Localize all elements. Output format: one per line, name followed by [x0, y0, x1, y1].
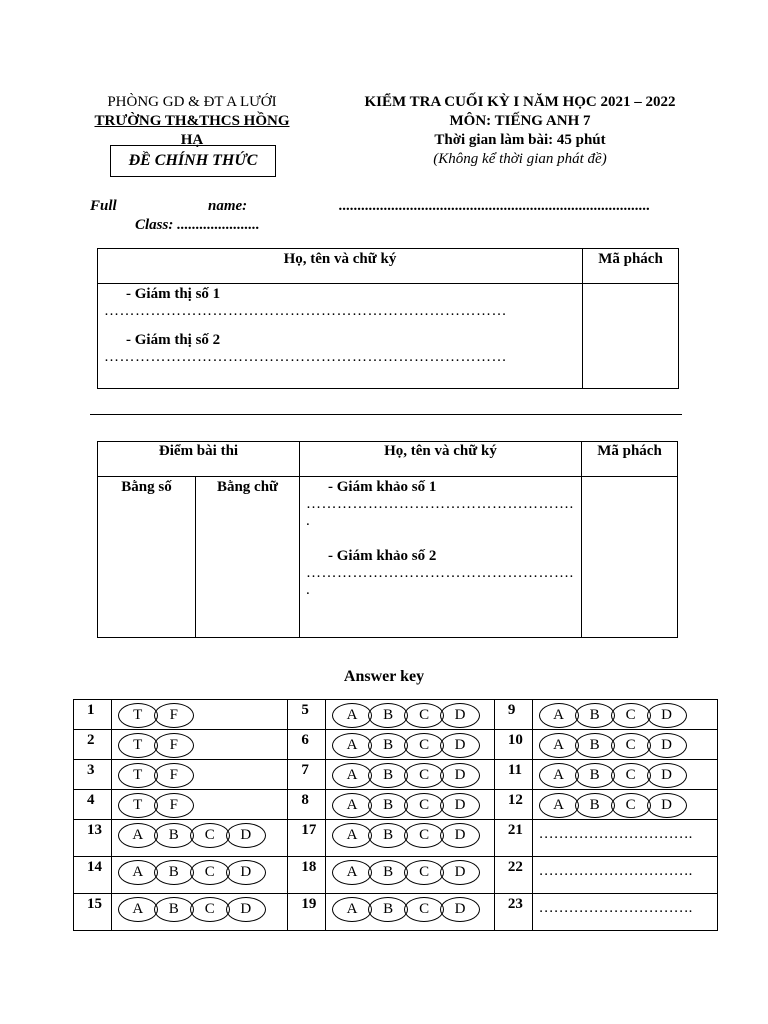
answer-bubble-d[interactable]: D	[647, 733, 687, 758]
answer-bubble-b[interactable]: B	[154, 897, 194, 922]
answer-options	[326, 760, 495, 790]
full-label: Full	[90, 198, 117, 214]
answer-fill-line[interactable]: ………………………….	[532, 894, 717, 931]
supervisor-2-label: - Giám thị số 2	[126, 332, 221, 348]
answer-bubble-t[interactable]: T	[118, 703, 158, 728]
score-header: Điểm bài thi	[98, 442, 300, 477]
answer-options	[111, 700, 288, 730]
answer-bubble-c[interactable]: C	[404, 703, 444, 728]
answer-bubble-d[interactable]: D	[226, 897, 266, 922]
answer-bubble-d[interactable]: D	[440, 897, 480, 922]
answer-row	[74, 700, 718, 730]
answer-bubble-a[interactable]: A	[539, 793, 579, 818]
answer-bubble-a[interactable]: A	[332, 823, 372, 848]
answer-bubble-a[interactable]: A	[118, 860, 158, 885]
answer-options	[326, 894, 495, 931]
answer-key-title: Answer key	[343, 668, 425, 685]
answer-bubble-b[interactable]: B	[368, 733, 408, 758]
question-number: 6	[288, 730, 326, 760]
answer-bubble-a[interactable]: A	[118, 897, 158, 922]
score-table	[97, 441, 678, 638]
answer-bubble-b[interactable]: B	[575, 703, 615, 728]
exam-subject: MÔN: TIẾNG ANH 7	[449, 113, 591, 129]
exam-title: KIỂM TRA CUỐI KỲ I NĂM HỌC 2021 – 2022	[364, 94, 676, 110]
answer-bubble-c[interactable]: C	[611, 733, 651, 758]
answer-options	[111, 857, 288, 894]
answer-bubble-f[interactable]: F	[154, 763, 194, 788]
answer-bubble-d[interactable]: D	[647, 703, 687, 728]
answer-row	[74, 820, 718, 857]
answer-bubble-b[interactable]: B	[575, 763, 615, 788]
supervisor-code-cell	[583, 284, 679, 389]
answer-fill-line[interactable]: ………………………….	[532, 820, 717, 857]
question-number: 13	[74, 820, 112, 857]
question-number: 19	[288, 894, 326, 931]
question-number: 18	[288, 857, 326, 894]
answer-bubble-d[interactable]: D	[226, 823, 266, 848]
exam-time: Thời gian làm bài: 45 phút	[434, 132, 606, 148]
answer-bubble-d[interactable]: D	[440, 823, 480, 848]
answer-bubble-b[interactable]: B	[368, 823, 408, 848]
answer-bubble-d[interactable]: D	[647, 763, 687, 788]
question-number: 17	[288, 820, 326, 857]
header-right	[330, 93, 710, 169]
answer-bubble-c[interactable]: C	[190, 823, 230, 848]
question-number: 21	[494, 820, 532, 857]
score-by-words: Bằng chữ	[196, 477, 300, 638]
official-exam-label: ĐỀ CHÍNH THỨC	[110, 145, 276, 177]
question-number: 15	[74, 894, 112, 931]
answer-bubble-t[interactable]: T	[118, 793, 158, 818]
answer-bubble-c[interactable]: C	[611, 763, 651, 788]
answer-bubble-d[interactable]: D	[440, 763, 480, 788]
examiner-2-label: - Giám khảo số 2	[328, 548, 437, 564]
answer-options	[326, 700, 495, 730]
question-number: 9	[494, 700, 532, 730]
answer-bubble-b[interactable]: B	[368, 793, 408, 818]
answer-bubble-f[interactable]: F	[154, 703, 194, 728]
answer-bubble-c[interactable]: C	[611, 703, 651, 728]
supervisor-signatures	[98, 284, 583, 389]
answer-bubble-a[interactable]: A	[332, 733, 372, 758]
answer-options	[326, 857, 495, 894]
answer-bubble-a[interactable]: A	[332, 793, 372, 818]
answer-bubble-d[interactable]: D	[440, 860, 480, 885]
answer-bubble-b[interactable]: B	[154, 823, 194, 848]
answer-bubble-a[interactable]: A	[539, 763, 579, 788]
examiner-2-line-end: .	[306, 582, 310, 598]
class-field[interactable]: Class: ......................	[135, 217, 260, 233]
examiner-1-line-end: .	[306, 513, 310, 529]
answer-bubble-c[interactable]: C	[404, 823, 444, 848]
answer-bubble-b[interactable]: B	[154, 860, 194, 885]
question-number: 7	[288, 760, 326, 790]
question-number: 23	[494, 894, 532, 931]
answer-options	[532, 700, 717, 730]
supervisor-name-header: Họ, tên và chữ ký	[98, 249, 583, 284]
question-number: 4	[74, 790, 112, 820]
answer-bubble-a[interactable]: A	[332, 897, 372, 922]
answer-options	[326, 820, 495, 857]
answer-bubble-f[interactable]: F	[154, 733, 194, 758]
answer-bubble-a[interactable]: A	[332, 860, 372, 885]
answer-row	[74, 790, 718, 820]
answer-bubble-a[interactable]: A	[332, 703, 372, 728]
answer-options	[532, 790, 717, 820]
answer-bubble-c[interactable]: C	[404, 733, 444, 758]
examiner-1-line[interactable]: …………………………………………….	[306, 496, 574, 512]
answer-options	[532, 760, 717, 790]
student-name-row	[90, 198, 680, 218]
question-number: 22	[494, 857, 532, 894]
supervisor-1-line[interactable]: ……………………………………………………………………	[104, 303, 507, 319]
examiner-code-cell	[582, 477, 678, 638]
question-number: 8	[288, 790, 326, 820]
supervisor-1-label: - Giám thị số 1	[126, 286, 221, 302]
answer-bubble-a[interactable]: A	[539, 703, 579, 728]
answer-options	[532, 730, 717, 760]
examiner-name-header: Họ, tên và chữ ký	[300, 442, 582, 477]
question-number: 12	[494, 790, 532, 820]
examiner-signatures	[300, 477, 582, 638]
answer-bubble-b[interactable]: B	[368, 897, 408, 922]
answer-options	[111, 790, 288, 820]
answer-bubble-d[interactable]: D	[440, 703, 480, 728]
school-name: TRƯỜNG TH&THCS HỒNG HẠ	[94, 113, 290, 148]
question-number: 10	[494, 730, 532, 760]
answer-bubble-d[interactable]: D	[440, 733, 480, 758]
answer-bubble-d[interactable]: D	[440, 793, 480, 818]
answer-bubble-a[interactable]: A	[332, 763, 372, 788]
examiner-code-header: Mã phách	[582, 442, 678, 477]
answer-options	[326, 790, 495, 820]
answer-bubble-f[interactable]: F	[154, 793, 194, 818]
name-field[interactable]: ...................................................................................	[339, 198, 651, 214]
answer-key-table	[73, 699, 718, 931]
answer-bubble-b[interactable]: B	[368, 703, 408, 728]
exam-time-note: (Không kể thời gian phát đề)	[433, 151, 607, 167]
answer-bubble-c[interactable]: C	[190, 897, 230, 922]
examiner-1-label: - Giám khảo số 1	[328, 479, 437, 495]
answer-bubble-c[interactable]: C	[404, 897, 444, 922]
question-number: 11	[494, 760, 532, 790]
score-by-number: Bằng số	[98, 477, 196, 638]
answer-bubble-c[interactable]: C	[611, 793, 651, 818]
header-left	[84, 93, 300, 150]
question-number: 14	[74, 857, 112, 894]
answer-bubble-d[interactable]: D	[226, 860, 266, 885]
answer-bubble-d[interactable]: D	[647, 793, 687, 818]
answer-options	[111, 820, 288, 857]
answer-options	[111, 894, 288, 931]
examiner-2-line[interactable]: …………………………………………….	[306, 565, 574, 581]
answer-options	[111, 730, 288, 760]
answer-bubble-t[interactable]: T	[118, 763, 158, 788]
answer-bubble-c[interactable]: C	[404, 860, 444, 885]
answer-row	[74, 894, 718, 931]
answer-options	[111, 760, 288, 790]
answer-fill-line[interactable]: ………………………….	[532, 857, 717, 894]
answer-bubble-b[interactable]: B	[575, 793, 615, 818]
answer-bubble-t[interactable]: T	[118, 733, 158, 758]
answer-options	[326, 730, 495, 760]
question-number: 3	[74, 760, 112, 790]
question-number: 2	[74, 730, 112, 760]
question-number: 1	[74, 700, 112, 730]
answer-bubble-a[interactable]: A	[118, 823, 158, 848]
answer-row	[74, 730, 718, 760]
department-name: PHÒNG GD & ĐT A LƯỚI	[107, 94, 277, 110]
answer-row	[74, 760, 718, 790]
supervisor-2-line[interactable]: ……………………………………………………………………	[104, 349, 507, 365]
answer-bubble-c[interactable]: C	[404, 763, 444, 788]
answer-bubble-b[interactable]: B	[368, 763, 408, 788]
supervisor-table	[97, 248, 679, 389]
name-label: name:	[208, 198, 248, 214]
question-number: 5	[288, 700, 326, 730]
answer-bubble-c[interactable]: C	[404, 793, 444, 818]
supervisor-code-header: Mã phách	[583, 249, 679, 284]
answer-bubble-a[interactable]: A	[539, 733, 579, 758]
answer-row	[74, 857, 718, 894]
cut-line-divider	[90, 414, 682, 415]
answer-bubble-b[interactable]: B	[368, 860, 408, 885]
answer-bubble-c[interactable]: C	[190, 860, 230, 885]
answer-bubble-b[interactable]: B	[575, 733, 615, 758]
